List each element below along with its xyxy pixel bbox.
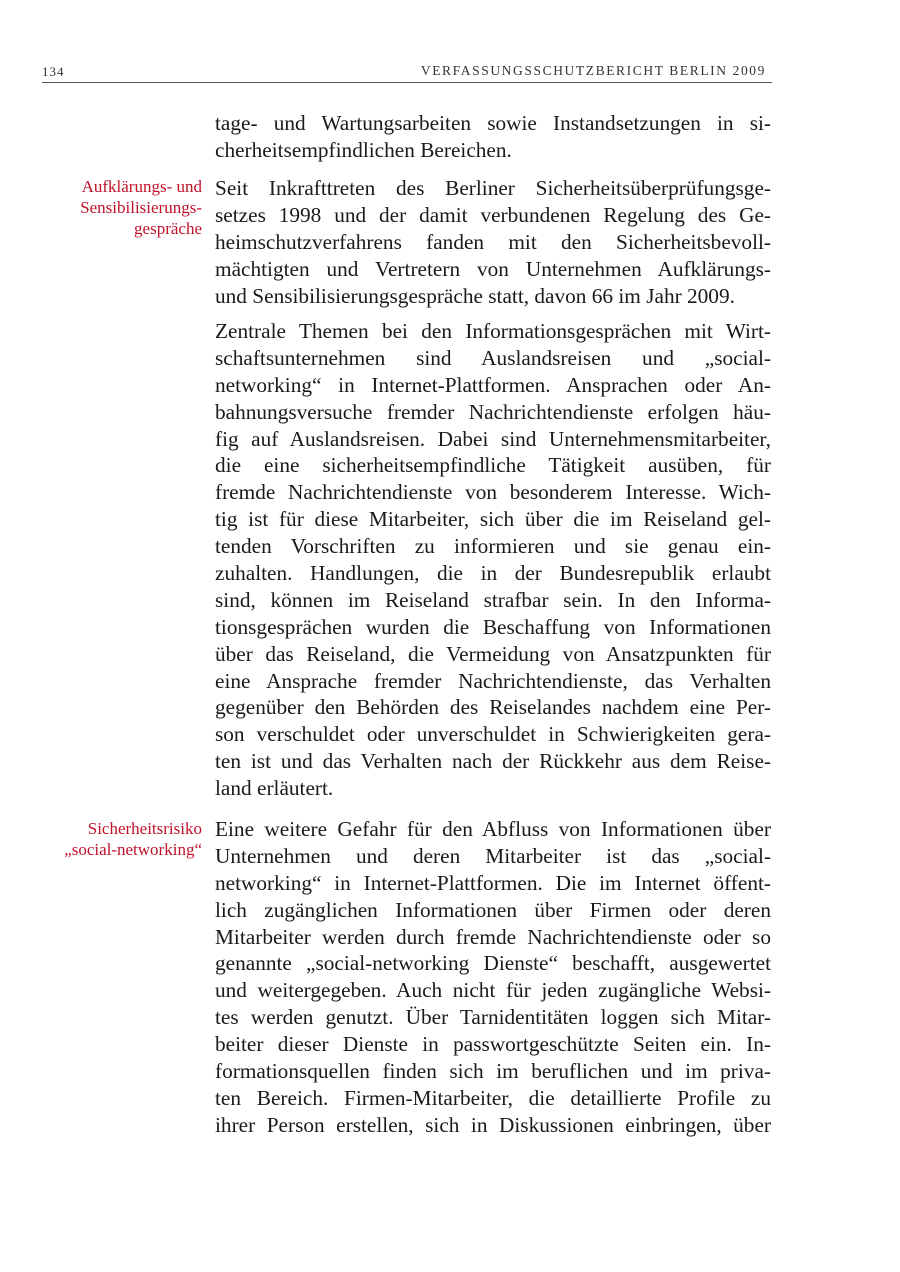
text-line: und Sensibilisierungsgespräche statt, davon 66 im Jahr 2009. — [215, 283, 735, 308]
text-line: Eine weitere Gefahr für den Abfluss von Informationen über — [215, 817, 771, 841]
running-title: VERFASSUNGSSCHUTZBERICHT BERLIN 2009 — [420, 63, 766, 78]
text-line: ihrer Person erstellen, sich in Diskussionen einbringen, über — [215, 1112, 771, 1137]
paragraph-zentrale-themen — [215, 318, 771, 802]
text-line: genannte „social-networking Dienste“ beschafft, ausgewertet — [215, 951, 771, 976]
paragraph-continued — [215, 110, 771, 164]
text-line: schaftsunternehmen sind Auslandsreisen und „social- — [215, 345, 771, 370]
text-line: ten ist und das Verhalten nach der Rückkehr aus dem Reise- — [215, 749, 771, 774]
text-line: cherheitsempfindlichen Bereichen. — [215, 137, 512, 162]
margin-note-line: Aufklärungs- und — [81, 177, 202, 196]
text-line: tig ist für diese Mitarbeiter, sich über die im Reiseland gel- — [215, 507, 771, 532]
text-line: eine Ansprache fremder Nachrichtendienste, das Verhalten — [215, 668, 771, 693]
text-line: Seit Inkrafttreten des Berliner Sicherheitsüberprüfungsge- — [215, 176, 771, 200]
text-line: heimschutzverfahrens fanden mit den Sicherheitsbevoll- — [215, 229, 771, 254]
text-line: ten Bereich. Firmen-Mitarbeiter, die detaillierte Profile zu — [215, 1085, 771, 1110]
text-line: sind, können im Reiseland strafbar sein. In den Informa- — [215, 587, 771, 612]
text-line: bahnungsversuche fremder Nachrichtendienste erfolgen häu- — [215, 399, 771, 424]
margin-note-social-networking — [40, 818, 202, 860]
text-line: networking“ in Internet-Plattformen. Ansprachen oder An- — [215, 372, 771, 397]
margin-note-line: Sensibilisierungs- — [80, 198, 202, 217]
text-line: zuhalten. Handlungen, die in der Bundesrepublik erlaubt — [215, 561, 771, 586]
text-line: setzes 1998 und der damit verbundenen Regelung des Ge- — [215, 202, 771, 227]
page-number: 134 — [42, 64, 65, 79]
paragraph-sicherheitsueberpruefung — [215, 175, 771, 309]
text-line: die eine sicherheitsempfindliche Tätigkeit ausüben, für — [215, 453, 771, 478]
text-line: gegenüber den Behörden des Reiselandes nachdem eine Per- — [215, 695, 771, 720]
text-line: tage- und Wartungsarbeiten sowie Instandsetzungen in si- — [215, 111, 771, 135]
text-line: und weitergegeben. Auch nicht für jeden zugängliche Websi- — [215, 978, 771, 1003]
text-line: tionsgesprächen wurden die Beschaffung von Informationen — [215, 614, 771, 639]
text-line: networking“ in Internet-Plattformen. Die im Internet öffent- — [215, 870, 771, 895]
text-line: fig auf Auslandsreisen. Dabei sind Unternehmensmitarbeiter, — [215, 426, 771, 451]
text-line: lich zugänglichen Informationen über Firmen oder deren — [215, 897, 771, 922]
text-line: mächtigten und Vertretern von Unternehmen Aufklärungs- — [215, 256, 771, 281]
text-line: über das Reiseland, die Vermeidung von Ansatzpunkten für — [215, 641, 771, 666]
text-line: Zentrale Themen bei den Informationsgesprächen mit Wirt- — [215, 319, 771, 343]
margin-note-aufklaerung — [40, 176, 202, 239]
margin-note-line: „social-networking“ — [64, 840, 202, 859]
text-line: tenden Vorschriften zu informieren und sie genau ein- — [215, 534, 771, 559]
text-line: Unternehmen und deren Mitarbeiter ist das „social- — [215, 843, 771, 868]
paragraph-social-networking — [215, 816, 771, 1139]
page-header — [42, 62, 772, 83]
text-line: land erläutert. — [215, 776, 334, 801]
text-line: Mitarbeiter werden durch fremde Nachrichtendienste oder so — [215, 924, 771, 949]
text-line: beiter dieser Dienste in passwortgeschützte Seiten ein. In- — [215, 1032, 771, 1057]
text-line: tes werden genutzt. Über Tarnidentitäten loggen sich Mitar- — [215, 1005, 771, 1030]
text-line: fremde Nachrichtendienste von besonderem Interesse. Wich- — [215, 480, 771, 505]
text-line: son verschuldet oder unverschuldet in Schwierigkeiten gera- — [215, 722, 771, 747]
margin-note-line: Sicherheitsrisiko — [87, 819, 202, 838]
margin-note-line: gespräche — [134, 219, 202, 238]
text-line: formationsquellen finden sich im beruflichen und im priva- — [215, 1059, 771, 1084]
